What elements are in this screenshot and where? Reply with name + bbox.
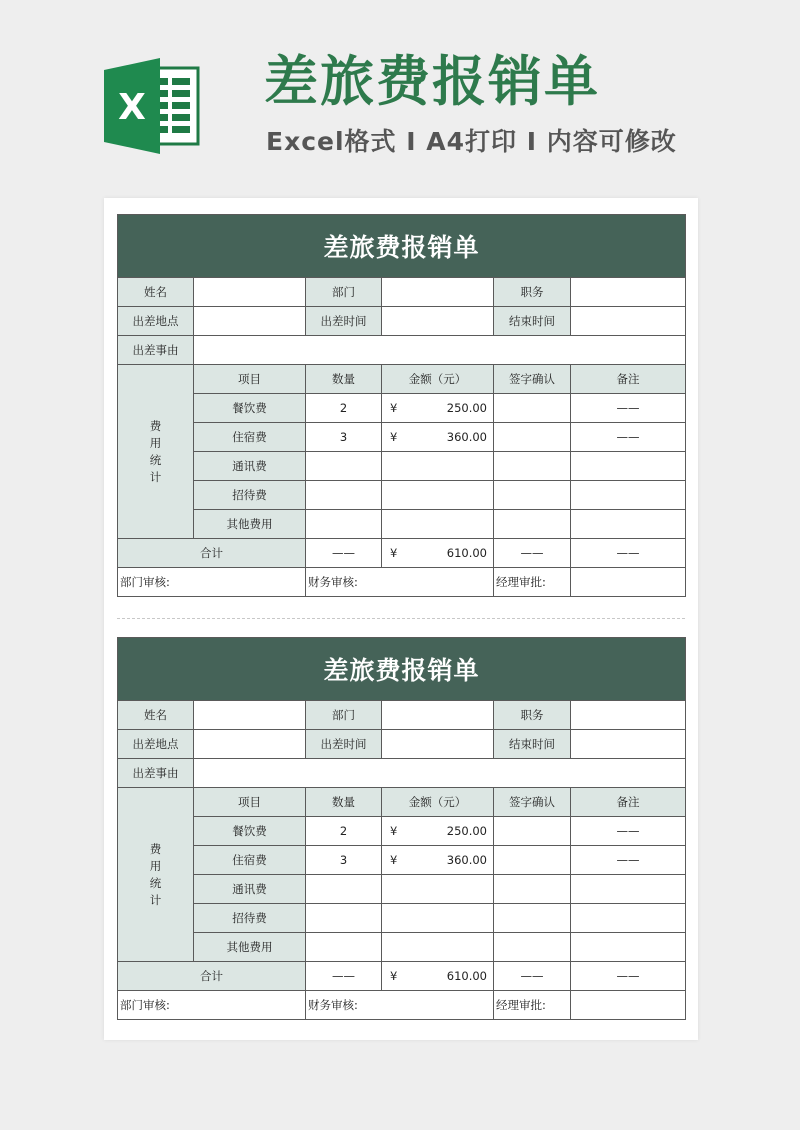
note-cell[interactable] [571,510,686,539]
reimbursement-form [117,214,685,597]
dept-field[interactable] [382,701,494,730]
note-cell[interactable] [571,481,686,510]
column-header: 数量 [306,788,382,817]
total-qty: —— [306,962,382,991]
item-label: 其他费用 [194,933,306,962]
note-cell[interactable]: —— [571,846,686,875]
end-time-field[interactable] [571,730,686,759]
sign-cell[interactable] [494,423,571,452]
dept-field[interactable] [382,278,494,307]
dept-label: 部门 [306,701,382,730]
table-row [118,481,686,510]
amount-cell[interactable] [382,875,494,904]
table-row [118,452,686,481]
amount-cell[interactable] [382,394,494,423]
name-label: 姓名 [118,701,194,730]
amount-cell[interactable] [382,933,494,962]
depart-time-field[interactable] [382,307,494,336]
item-label: 招待费 [194,904,306,933]
total-qty: —— [306,539,382,568]
depart-time-field[interactable] [382,730,494,759]
dept-approval[interactable]: 部门审核: [118,991,306,1020]
item-label: 餐饮费 [194,817,306,846]
document-sheet [104,198,698,1040]
note-cell[interactable]: —— [571,423,686,452]
note-cell[interactable]: —— [571,394,686,423]
column-header: 备注 [571,788,686,817]
page-subtitle: Excel格式 Ⅰ A4打印 Ⅰ 内容可修改 [266,127,677,156]
item-label: 招待费 [194,481,306,510]
manager-approval[interactable]: 经理审批: [494,568,571,597]
manager-approval-field[interactable] [571,991,686,1020]
place-field[interactable] [194,307,306,336]
place-label: 出差地点 [118,307,194,336]
amount-cell[interactable] [382,481,494,510]
qty-cell[interactable]: 2 [306,394,382,423]
page-divider [117,618,685,619]
sign-cell[interactable] [494,875,571,904]
manager-approval-field[interactable] [571,568,686,597]
item-label: 通讯费 [194,875,306,904]
column-header: 金额（元） [382,788,494,817]
table-row [118,510,686,539]
finance-approval[interactable]: 财务审核: [306,991,494,1020]
qty-cell[interactable] [306,452,382,481]
reason-field[interactable] [194,759,686,788]
position-label: 职务 [494,278,571,307]
table-row [118,875,686,904]
end-time-field[interactable] [571,307,686,336]
qty-cell[interactable] [306,875,382,904]
amount-cell[interactable] [382,423,494,452]
dept-label: 部门 [306,278,382,307]
end-time-label: 结束时间 [494,307,571,336]
reason-label: 出差事由 [118,336,194,365]
amount-cell[interactable] [382,452,494,481]
sign-cell[interactable] [494,510,571,539]
depart-time-label: 出差时间 [306,730,382,759]
qty-cell[interactable] [306,481,382,510]
table-row [118,423,686,452]
column-header: 数量 [306,365,382,394]
qty-cell[interactable] [306,510,382,539]
manager-approval[interactable]: 经理审批: [494,991,571,1020]
form-title: 差旅费报销单 [118,638,686,701]
amount-value: 360.00 [446,853,487,867]
currency-symbol: ¥ [390,546,398,560]
name-label: 姓名 [118,278,194,307]
column-header: 项目 [194,788,306,817]
qty-cell[interactable]: 2 [306,817,382,846]
reason-label: 出差事由 [118,759,194,788]
page-header [0,0,800,190]
amount-cell[interactable] [382,510,494,539]
amount-cell[interactable] [382,904,494,933]
qty-cell[interactable] [306,933,382,962]
amount-value: 250.00 [446,824,487,838]
currency-symbol: ¥ [390,969,398,983]
svg-text:X: X [118,87,146,128]
currency-symbol: ¥ [390,401,398,415]
dept-approval[interactable]: 部门审核: [118,568,306,597]
sign-cell[interactable] [494,904,571,933]
total-row [118,962,686,991]
currency-symbol: ¥ [390,824,398,838]
column-header: 项目 [194,365,306,394]
column-header: 金额（元） [382,365,494,394]
expense-section-label: 费 用 统 计 [118,365,194,539]
total-sign: —— [494,962,571,991]
qty-cell[interactable]: 3 [306,846,382,875]
finance-approval[interactable]: 财务审核: [306,568,494,597]
table-row [118,904,686,933]
position-field[interactable] [571,278,686,307]
table-row [118,846,686,875]
excel-icon [104,58,204,154]
currency-symbol: ¥ [390,853,398,867]
table-row [118,817,686,846]
column-header: 签字确认 [494,365,571,394]
note-cell[interactable] [571,875,686,904]
form-title: 差旅费报销单 [118,215,686,278]
note-cell[interactable] [571,452,686,481]
sign-cell[interactable] [494,394,571,423]
place-field[interactable] [194,730,306,759]
name-field[interactable] [194,701,306,730]
currency-symbol: ¥ [390,430,398,444]
amount-cell[interactable] [382,846,494,875]
total-label: 合计 [118,962,306,991]
note-cell[interactable] [571,904,686,933]
place-label: 出差地点 [118,730,194,759]
approval-row [118,991,686,1020]
total-amount [382,962,494,991]
reason-field[interactable] [194,336,686,365]
total-amount-value: 610.00 [446,546,487,560]
total-amount [382,539,494,568]
column-header: 备注 [571,365,686,394]
end-time-label: 结束时间 [494,730,571,759]
item-label: 其他费用 [194,510,306,539]
total-sign: —— [494,539,571,568]
sign-cell[interactable] [494,481,571,510]
amount-value: 360.00 [446,430,487,444]
reimbursement-form [117,637,685,1020]
item-label: 住宿费 [194,423,306,452]
amount-cell[interactable] [382,817,494,846]
amount-value: 250.00 [446,401,487,415]
table-row [118,933,686,962]
position-label: 职务 [494,701,571,730]
position-field[interactable] [571,701,686,730]
page-title: 差旅费报销单 [264,50,600,113]
note-cell[interactable] [571,933,686,962]
expense-section-label: 费 用 统 计 [118,788,194,962]
depart-time-label: 出差时间 [306,307,382,336]
note-cell[interactable]: —— [571,817,686,846]
table-row [118,394,686,423]
total-row [118,539,686,568]
sign-cell[interactable] [494,452,571,481]
total-note: —— [571,539,686,568]
total-label: 合计 [118,539,306,568]
qty-cell[interactable]: 3 [306,423,382,452]
item-label: 住宿费 [194,846,306,875]
total-amount-value: 610.00 [446,969,487,983]
item-label: 通讯费 [194,452,306,481]
column-header: 签字确认 [494,788,571,817]
sign-cell[interactable] [494,817,571,846]
qty-cell[interactable] [306,904,382,933]
sign-cell[interactable] [494,846,571,875]
sign-cell[interactable] [494,933,571,962]
item-label: 餐饮费 [194,394,306,423]
name-field[interactable] [194,278,306,307]
total-note: —— [571,962,686,991]
approval-row [118,568,686,597]
